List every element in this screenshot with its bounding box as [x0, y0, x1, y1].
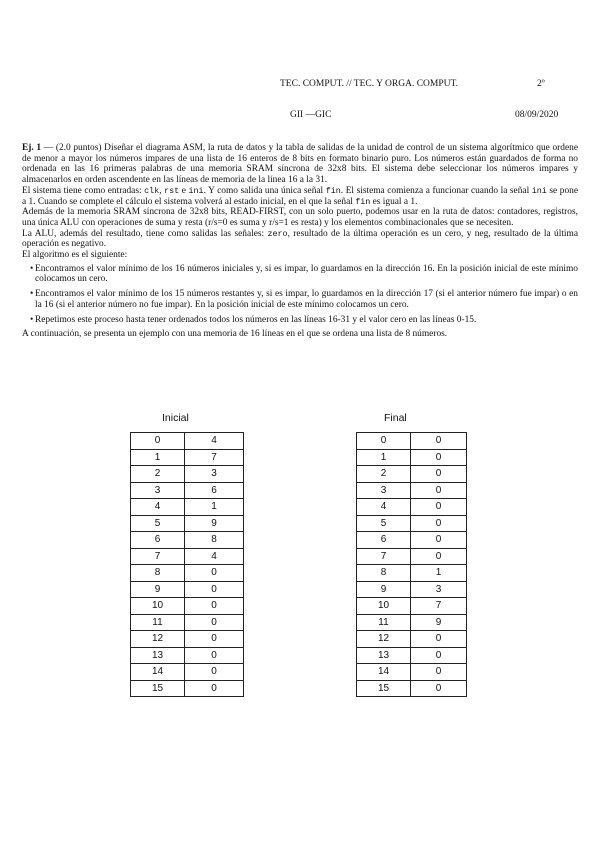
value-cell: 7: [411, 598, 467, 615]
address-cell: 10: [131, 598, 185, 615]
table-spacer: [244, 433, 329, 450]
address-cell: 2: [357, 466, 411, 483]
address-cell: 6: [131, 532, 185, 549]
signal-ini: ini: [188, 185, 204, 196]
table-spacer: [244, 631, 329, 648]
signal-fin: fin: [355, 196, 371, 207]
table-row: [354, 466, 467, 483]
address-cell: 9: [131, 581, 185, 598]
address-cell: 8: [357, 565, 411, 582]
signal-clk: clk: [144, 185, 160, 196]
address-cell: 3: [131, 482, 185, 499]
value-cell: 0: [411, 515, 467, 532]
table-spacer: [244, 680, 329, 697]
value-cell: 0: [185, 581, 244, 598]
exercise-paragraph-3: Además de la memoria SRAM síncrona de 32x8 bits, READ-FIRST, con un solo puerto, podemos usar en la ruta de datos: contadores, registros, una única ALU con operaciones de suma y resta (r/s=0 es suma y r/s=1 es resta) y los elementos combinacionales que se necesiten.: [22, 207, 578, 228]
table-row: [131, 515, 329, 532]
value-cell: 0: [411, 433, 467, 450]
value-cell: 0: [411, 548, 467, 565]
signal-zero: zero: [267, 228, 288, 239]
table-row: [354, 680, 467, 697]
value-cell: 7: [185, 449, 244, 466]
table-row: [354, 614, 467, 631]
table-row: [131, 433, 329, 450]
initial-table-title: Inicial: [162, 412, 189, 424]
value-cell: 0: [185, 565, 244, 582]
value-cell: 3: [185, 466, 244, 483]
value-cell: 0: [411, 532, 467, 549]
header-grade: GII —GIC: [290, 110, 332, 120]
value-cell: 0: [411, 482, 467, 499]
exercise-paragraph-2: El sistema tiene como entradas: clk, rst e ini. Y como salida una única señal fin. El sistema comienza a funcionar cuando la señal ini se pone a 1. Cuando se complete el cálculo el sistema volverá al estado inicial, en el que la señal fin es igual a 1.: [22, 185, 578, 207]
table-row: [131, 631, 329, 648]
table-row: [131, 565, 329, 582]
exercise-paragraph-1: Diseñar el diagrama ASM, la ruta de datos y la tabla de salidas de la unidad de control de un sistema algorítmico que ordene de menor a mayor los números impares de una lista de 16 enteros de 8 bits en formato binario puro. Los números están guardados de forma no ordenada en las 16 primeras palabras de una memoria SRAM síncrona de 32x8 bits. El sistema debe seleccionar los números impares y almacenarlos en orden ascendente en las líneas de memoria de la línea 16 a la 31.: [22, 143, 579, 186]
exercise-paragraph-5: El algoritmo es el siguiente:: [22, 250, 128, 261]
table-row: [354, 515, 467, 532]
table-spacer: [244, 499, 329, 516]
value-cell: 9: [411, 614, 467, 631]
table-row: [131, 548, 329, 565]
value-cell: 1: [185, 499, 244, 516]
address-cell: 4: [357, 499, 411, 516]
final-table-title: Final: [384, 412, 407, 424]
table-spacer: [244, 515, 329, 532]
value-cell: 9: [185, 515, 244, 532]
table-row: [354, 532, 467, 549]
value-cell: 8: [185, 532, 244, 549]
table-row: [131, 449, 329, 466]
table-row: [354, 433, 467, 450]
value-cell: 0: [411, 449, 467, 466]
address-cell: 7: [357, 548, 411, 565]
table-row: [354, 499, 467, 516]
value-cell: 0: [411, 499, 467, 516]
table-row: [354, 664, 467, 681]
address-cell: 1: [131, 449, 185, 466]
final-memory-table: [354, 432, 467, 697]
value-cell: 4: [185, 548, 244, 565]
value-cell: 0: [411, 647, 467, 664]
table-spacer: [244, 449, 329, 466]
value-cell: 4: [185, 433, 244, 450]
address-cell: 13: [357, 647, 411, 664]
value-cell: 0: [185, 598, 244, 615]
table-row: [354, 565, 467, 582]
address-cell: 14: [131, 664, 185, 681]
value-cell: 0: [411, 664, 467, 681]
table-spacer: [244, 565, 329, 582]
table-spacer: [244, 647, 329, 664]
table-spacer: [244, 664, 329, 681]
address-cell: 0: [357, 433, 411, 450]
value-cell: 0: [185, 664, 244, 681]
table-row: [131, 664, 329, 681]
table-row: [354, 598, 467, 615]
table-row: [131, 614, 329, 631]
table-spacer: [244, 482, 329, 499]
table-spacer: [244, 598, 329, 615]
table-row: [131, 598, 329, 615]
address-cell: 0: [131, 433, 185, 450]
address-cell: 11: [357, 614, 411, 631]
header-course: TEC. COMPUT. // TEC. Y ORGA. COMPUT.: [280, 79, 458, 89]
table-row: [131, 532, 329, 549]
address-cell: 12: [131, 631, 185, 648]
address-cell: 11: [131, 614, 185, 631]
address-cell: 13: [131, 647, 185, 664]
address-cell: 15: [131, 680, 185, 697]
algorithm-list: [22, 264, 578, 326]
table-row: [131, 466, 329, 483]
address-cell: 12: [357, 631, 411, 648]
value-cell: 0: [185, 614, 244, 631]
table-row: [131, 581, 329, 598]
exercise-body: [22, 143, 578, 340]
exercise-points: (2.0 puntos): [55, 143, 102, 153]
address-cell: 14: [357, 664, 411, 681]
value-cell: 0: [411, 680, 467, 697]
list-item: • Encontramos el valor mínimo de los 15 números restantes y, si es impar, lo guardamos en la dirección 17 (si el anterior número fue impar) o en la 16 (si el anterior número no fue impar). En la posición inicial de este mínimo colocamos un cero.: [35, 289, 578, 310]
address-cell: 5: [131, 515, 185, 532]
table-row: [354, 449, 467, 466]
value-cell: 0: [411, 466, 467, 483]
table-row: [354, 631, 467, 648]
table-row: [131, 680, 329, 697]
exercise-paragraph-6: A continuación, se presenta un ejemplo con una memoria de 16 líneas en el que se ordena una lista de 8 números.: [22, 329, 448, 340]
table-spacer: [244, 466, 329, 483]
address-cell: 10: [357, 598, 411, 615]
header-date: 08/09/2020: [515, 110, 559, 120]
table-row: [354, 548, 467, 565]
value-cell: 0: [411, 631, 467, 648]
signal-rst: rst: [164, 185, 180, 196]
table-row: [131, 482, 329, 499]
address-cell: 9: [357, 581, 411, 598]
value-cell: 3: [411, 581, 467, 598]
address-cell: 5: [357, 515, 411, 532]
address-cell: 3: [357, 482, 411, 499]
list-item: • Repetimos este proceso hasta tener ordenados todos los números en las líneas 16-31 y el valor cero en las líneas 0-15.: [35, 315, 578, 326]
table-spacer: [244, 614, 329, 631]
table-spacer: [244, 548, 329, 565]
table-row: [354, 482, 467, 499]
initial-memory-table: [130, 432, 328, 697]
address-cell: 1: [357, 449, 411, 466]
value-cell: 1: [411, 565, 467, 582]
address-cell: 4: [131, 499, 185, 516]
value-cell: 0: [185, 680, 244, 697]
signal-fin: fin: [325, 185, 341, 196]
address-cell: 2: [131, 466, 185, 483]
table-row: [354, 581, 467, 598]
value-cell: 0: [185, 647, 244, 664]
address-cell: 15: [357, 680, 411, 697]
table-row: [131, 647, 329, 664]
value-cell: 0: [185, 631, 244, 648]
value-cell: 6: [185, 482, 244, 499]
table-spacer: [244, 532, 329, 549]
table-spacer: [244, 581, 329, 598]
list-item: • Encontramos el valor mínimo de los 16 números iniciales y, si es impar, lo guardamos en la dirección 16. En la posición inicial de este mínimo colocamos un cero.: [35, 264, 578, 285]
exercise-dash: —: [41, 143, 56, 153]
exercise-label: Ej. 1: [22, 143, 42, 153]
header-year: 2º: [537, 79, 545, 89]
table-row: [131, 499, 329, 516]
exercise-statement: [22, 143, 578, 186]
address-cell: 6: [357, 532, 411, 549]
table-row: [354, 647, 467, 664]
signal-ini: ini: [531, 185, 547, 196]
address-cell: 7: [131, 548, 185, 565]
address-cell: 8: [131, 565, 185, 582]
exercise-paragraph-4: La ALU, además del resultado, tiene como salidas las señales: zero, resultado de la última operación es un cero, y neg, resultado de la última operación es negativo.: [22, 228, 578, 250]
